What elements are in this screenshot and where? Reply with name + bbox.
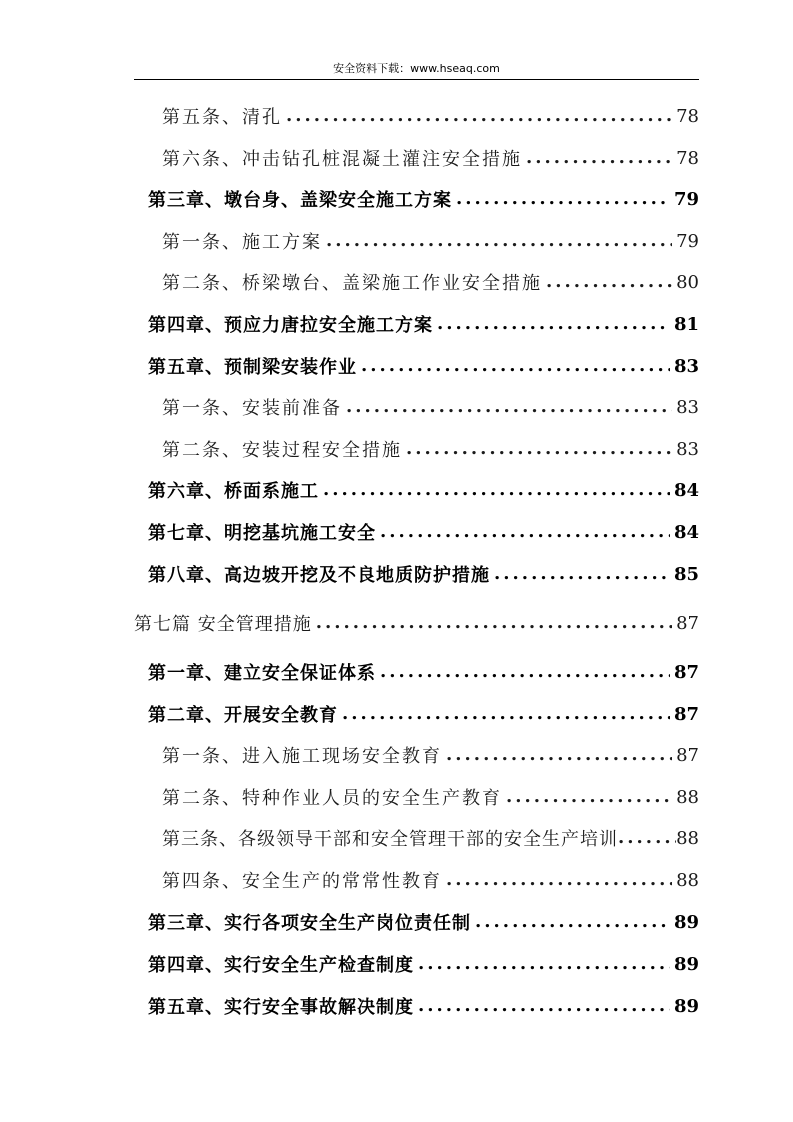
- toc-dot-leader: [526, 144, 672, 172]
- toc-dot-leader: [546, 268, 672, 296]
- toc-entry-title: 第五章、预制梁安装作业: [148, 357, 357, 378]
- toc-entry[interactable]: [162, 741, 699, 769]
- toc-entry[interactable]: [148, 700, 699, 728]
- toc-entry-title: 第三章、实行各项安全生产岗位责任制: [148, 913, 471, 934]
- toc-entry[interactable]: [162, 866, 699, 894]
- toc-entry-page: 89: [673, 995, 699, 1017]
- toc-entry-page: 81: [673, 313, 699, 335]
- toc-entry[interactable]: [148, 950, 699, 978]
- toc-entry-title: 第一条、施工方案: [162, 232, 322, 253]
- toc-dot-leader: [406, 435, 672, 463]
- toc-entry-page: 87: [673, 661, 699, 683]
- toc-entry[interactable]: [148, 476, 699, 504]
- toc-entry[interactable]: [148, 352, 699, 380]
- toc-entry-page: 88: [676, 827, 699, 849]
- toc-entry-title: 第一条、进入施工现场安全教育: [162, 746, 442, 767]
- toc-entry-title: 第二条、特种作业人员的安全生产教育: [162, 788, 502, 809]
- toc-dot-leader: [316, 609, 672, 637]
- toc-entry[interactable]: [148, 518, 699, 546]
- toc-entry-page: 78: [676, 147, 699, 169]
- toc-entry-title: 第二章、开展安全教育: [148, 705, 338, 726]
- toc-dot-leader: [326, 227, 672, 255]
- toc-entry-title: 第二条、安装过程安全措施: [162, 440, 402, 461]
- toc-dot-leader: [506, 783, 672, 811]
- toc-entry-page: 87: [673, 703, 699, 725]
- toc-dot-leader: [342, 700, 670, 728]
- toc-dot-leader: [418, 992, 670, 1020]
- toc-entry-title: 第二条、桥梁墩台、盖梁施工作业安全措施: [162, 273, 542, 294]
- toc-dot-leader: [446, 866, 672, 894]
- toc-dot-leader: [380, 658, 670, 686]
- toc-entry-page: 89: [673, 911, 699, 933]
- toc-dot-leader: [494, 560, 670, 588]
- toc-dot-leader: [286, 102, 672, 130]
- toc-entry[interactable]: [148, 310, 699, 338]
- toc-entry-title: 第四条、安全生产的常常性教育: [162, 871, 442, 892]
- toc-dot-leader: [456, 185, 670, 213]
- toc-entry-title: 第七章、明挖基坑施工安全: [148, 523, 376, 544]
- toc-entry-page: 79: [673, 188, 699, 210]
- toc-entry-title: 第八章、高边坡开挖及不良地质防护措施: [148, 565, 490, 586]
- toc-entry-page: 87: [676, 612, 699, 634]
- toc-dot-leader: [380, 518, 670, 546]
- toc-entry-title: 第七篇 安全管理措施: [134, 614, 312, 635]
- toc-entry-title: 第一章、建立安全保证体系: [148, 663, 376, 684]
- toc-entry-page: 88: [676, 786, 699, 808]
- toc-dot-leader: [323, 476, 670, 504]
- toc-entry-title: 第六条、冲击钻孔桩混凝土灌注安全措施: [162, 149, 522, 170]
- toc-entry[interactable]: [162, 144, 699, 172]
- toc-entry[interactable]: [162, 824, 699, 852]
- toc-entry-page: 79: [676, 230, 699, 252]
- toc-entry[interactable]: [162, 268, 699, 296]
- header-text: 安全资料下载：www.hseaq.com: [333, 62, 500, 75]
- toc-entry[interactable]: [134, 609, 699, 637]
- toc-entry[interactable]: [162, 102, 699, 130]
- toc-dot-leader: [437, 310, 670, 338]
- toc-entry-page: 87: [676, 744, 699, 766]
- toc-entry-title: 第三章、墩台身、盖梁安全施工方案: [148, 190, 452, 211]
- toc-dot-leader: [361, 352, 670, 380]
- toc-entry-title: 第一条、安装前准备: [162, 398, 342, 419]
- toc-dot-leader: [446, 741, 672, 769]
- toc-entry[interactable]: [148, 185, 699, 213]
- toc-entry[interactable]: [148, 908, 699, 936]
- toc-entry-page: 80: [676, 271, 699, 293]
- toc-entry-page: 85: [673, 563, 699, 585]
- toc-entry-title: 第五条、清孔: [162, 107, 282, 128]
- toc-entry-page: 78: [676, 105, 699, 127]
- toc-entry-page: 88: [676, 869, 699, 891]
- toc-dot-leader: [475, 908, 670, 936]
- toc-entry[interactable]: [162, 783, 699, 811]
- toc-entry[interactable]: [162, 227, 699, 255]
- toc-entry-page: 84: [673, 521, 699, 543]
- toc-entry-page: 84: [673, 479, 699, 501]
- toc-entry[interactable]: [148, 658, 699, 686]
- toc-dot-leader: [346, 393, 672, 421]
- toc-entry-title: 第三条、各级领导干部和安全管理干部的安全生产培训: [162, 829, 618, 850]
- toc-entry-page: 83: [676, 396, 699, 418]
- toc-entry[interactable]: [162, 435, 699, 463]
- toc-entry-title: 第四章、预应力唐拉安全施工方案: [148, 315, 433, 336]
- toc-entry[interactable]: [162, 393, 699, 421]
- toc-dot-leader: [618, 824, 676, 852]
- toc-entry-page: 83: [676, 438, 699, 460]
- toc-entry[interactable]: [148, 992, 699, 1020]
- toc-entry-title: 第四章、实行安全生产检查制度: [148, 955, 414, 976]
- toc-entry-page: 83: [673, 355, 699, 377]
- toc-entry[interactable]: [148, 560, 699, 588]
- toc-entry-title: 第六章、桥面系施工: [148, 481, 319, 502]
- toc-entry-page: 89: [673, 953, 699, 975]
- toc-dot-leader: [418, 950, 670, 978]
- toc-entry-title: 第五章、实行安全事故解决制度: [148, 997, 414, 1018]
